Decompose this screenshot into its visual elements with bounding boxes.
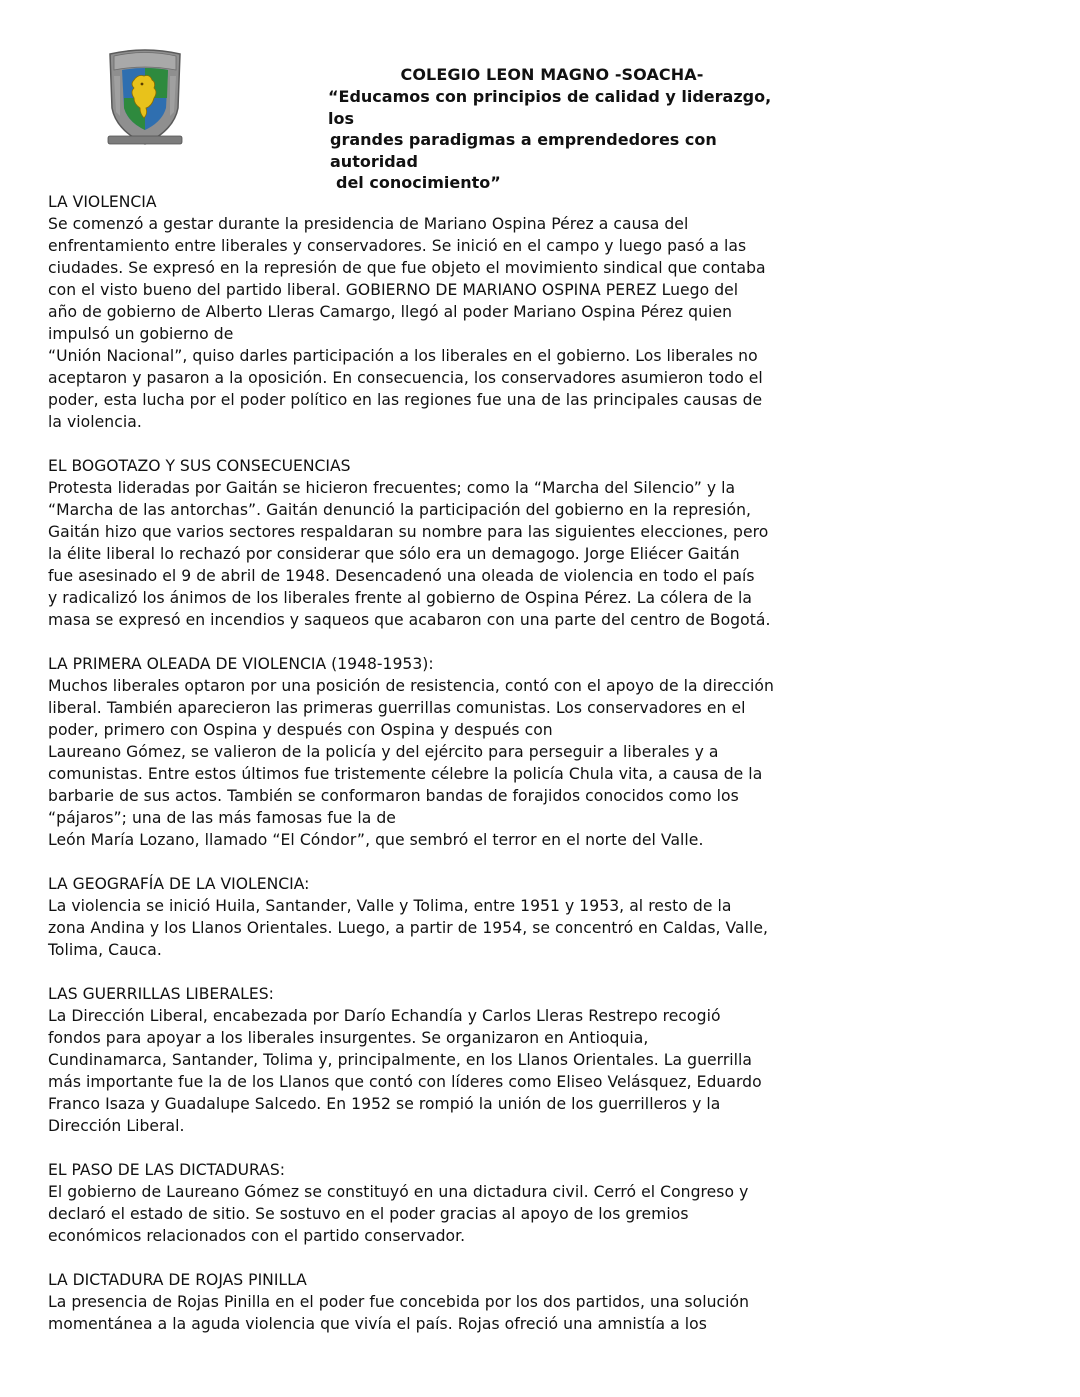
paragraph-line: Franco Isaza y Guadalupe Salcedo. En 1952 se rompió la unión de los guerrilleros y la [48,1095,721,1113]
paragraph-line: poder, primero con Ospina y después con Ospina y después con [48,721,553,739]
paragraph-line: Dirección Liberal. [48,1117,185,1135]
document-body [48,191,778,1357]
section-guerrillas-liberales [48,983,778,1137]
paragraph-line: aceptaron y pasaron a la oposición. En consecuencia, los conservadores asumieron todo el [48,369,763,387]
paragraph-line: Se comenzó a gestar durante la presidencia de Mariano Ospina Pérez a causa del [48,215,689,233]
section-rojas-pinilla [48,1269,778,1335]
section-title: EL PASO DE LAS DICTADURAS: [48,1161,286,1179]
paragraph-line: La presencia de Rojas Pinilla en el poder fue concebida por los dos partidos, una solución [48,1293,750,1311]
section-la-violencia [48,191,778,433]
document-header [0,0,1080,192]
paragraph-line: Protesta lideradas por Gaitán se hicieron frecuentes; como la “Marcha del Silencio” y la [48,479,736,497]
paragraph-line: Muchos liberales optaron por una posición de resistencia, contó con el apoyo de la dirección [48,677,774,695]
section-title: LAS GUERRILLAS LIBERALES: [48,985,274,1003]
paragraph-line: barbarie de sus actos. También se conformaron bandas de forajidos conocidos como los [48,787,739,805]
paragraph-line: año de gobierno de Alberto Lleras Camargo, llegó al poder Mariano Ospina Pérez quien [48,303,733,321]
paragraph-line: y radicalizó los ánimos de los liberales frente al gobierno de Ospina Pérez. La cólera de la [48,589,753,607]
section-title: LA VIOLENCIA [48,193,157,211]
paragraph-line: “Unión Nacional”, quiso darles participación a los liberales en el gobierno. Los liberales no [48,347,758,365]
section-title: LA PRIMERA OLEADA DE VIOLENCIA (1948-1953): [48,655,434,673]
section-title: EL BOGOTAZO Y SUS CONSECUENCIAS [48,457,351,475]
paragraph-line: liberal. También aparecieron las primeras guerrillas comunistas. Los conservadores en el [48,699,746,717]
paragraph-line: la violencia. [48,413,142,431]
paragraph-line: León María Lozano, llamado “El Cóndor”, que sembró el terror en el norte del Valle. [48,831,704,849]
paragraph-line: ciudades. Se expresó en la represión de que fue objeto el movimiento sindical que contaba [48,259,766,277]
paragraph-line: La Dirección Liberal, encabezada por Darío Echandía y Carlos Lleras Restrepo recogió [48,1007,721,1025]
paragraph-line: más importante fue la de los Llanos que contó con líderes como Eliseo Velásquez, Eduardo [48,1073,762,1091]
paragraph-line: Laureano Gómez, se valieron de la policía y del ejército para perseguir a liberales y a [48,743,719,761]
school-motto [326,86,778,194]
paragraph-line: Tolima, Cauca. [48,941,162,959]
paragraph-line: fue asesinado el 9 de abril de 1948. Desencadenó una oleada de violencia en todo el país [48,567,755,585]
paragraph-line: poder, esta lucha por el poder político en las regiones fue una de las principales causas de [48,391,763,409]
motto-line: del conocimiento” [336,173,501,192]
section-geografia [48,873,778,961]
section-title: LA GEOGRAFÍA DE LA VIOLENCIA: [48,875,310,893]
paragraph-line: fondos para apoyar a los liberales insurgentes. Se organizaron en Antioquia, [48,1029,649,1047]
paragraph-line: enfrentamiento entre liberales y conservadores. Se inició en el campo y luego pasó a las [48,237,747,255]
paragraph-line: comunistas. Entre estos últimos fue tristemente célebre la policía Chula vita, a causa de la [48,765,763,783]
paragraph-line: Cundinamarca, Santander, Tolima y, principalmente, en los Llanos Orientales. La guerrilla [48,1051,753,1069]
paragraph-line: La violencia se inició Huila, Santander, Valle y Tolima, entre 1951 y 1953, al resto de la [48,897,732,915]
paragraph-line: “Marcha de las antorchas”. Gaitán denunció la participación del gobierno en la represión, [48,501,752,519]
paragraph-line: la élite liberal lo rechazó por considerar que sólo era un demagogo. Jorge Eliécer Gaitán [48,545,740,563]
paragraph-line: momentánea a la aguda violencia que vivía el país. Rojas ofreció una amnistía a los [48,1315,707,1333]
paragraph-line: con el visto bueno del partido liberal. GOBIERNO DE MARIANO OSPINA PEREZ Luego del [48,281,739,299]
section-paso-dictaduras [48,1159,778,1247]
section-title: LA DICTADURA DE ROJAS PINILLA [48,1271,307,1289]
school-crest-icon [104,46,186,150]
paragraph-line: El gobierno de Laureano Gómez se constituyó en una dictadura civil. Cerró el Congreso y [48,1183,749,1201]
section-bogotazo [48,455,778,631]
section-primera-oleada [48,653,778,851]
motto-line: “Educamos con principios de calidad y liderazgo, los [328,87,772,128]
paragraph-line: masa se expresó en incendios y saqueos que acabaron con una parte del centro de Bogotá. [48,611,771,629]
paragraph-line: declaró el estado de sitio. Se sostuvo en el poder gracias al apoyo de los gremios [48,1205,689,1223]
paragraph-line: zona Andina y los Llanos Orientales. Luego, a partir de 1954, se concentró en Caldas, Valle, [48,919,769,937]
paragraph-line: impulsó un gobierno de [48,325,234,343]
paragraph-line: “pájaros”; una de las más famosas fue la de [48,809,396,827]
motto-line: grandes paradigmas a emprendedores con autoridad [330,130,717,171]
paragraph-line: económicos relacionados con el partido conservador. [48,1227,466,1245]
school-name: COLEGIO LEON MAGNO -SOACHA- [400,65,704,84]
paragraph-line: Gaitán hizo que varios sectores respaldaran su nombre para las siguientes elecciones, pero [48,523,769,541]
